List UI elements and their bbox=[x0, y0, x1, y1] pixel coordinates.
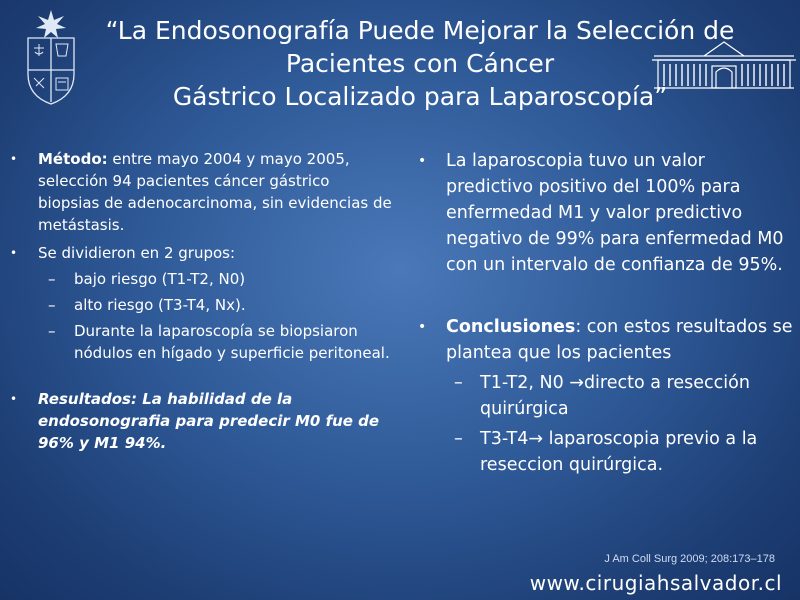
journal-reference: J Am Coll Surg 2009; 208:173–178 bbox=[604, 553, 775, 565]
sub-t3-t4 bbox=[410, 426, 795, 478]
conclusiones-text: : con estos resultados se plantea que los pacientes bbox=[446, 317, 793, 363]
sub-t1-t2-text: directo a resección quirúrgica bbox=[480, 373, 750, 419]
resultados-text: Resultados: La habilidad de la endosonografia para predecir M0 fue de 96% y M1 94%. bbox=[38, 390, 380, 452]
dash-glyph: – bbox=[48, 322, 56, 340]
bullet-glyph: • bbox=[10, 392, 18, 406]
dash-glyph: – bbox=[454, 429, 463, 449]
dash-glyph: – bbox=[48, 296, 56, 314]
title-line-3: Gástrico Localizado para Laparoscopía” bbox=[172, 82, 668, 111]
slide-title bbox=[80, 14, 760, 113]
sub-bajo-riesgo-text: bajo riesgo (T1-T2, N0) bbox=[74, 270, 246, 288]
arrow-right-icon: → bbox=[569, 373, 584, 393]
conclusiones-label: Conclusiones bbox=[446, 317, 576, 337]
bullet-metodo bbox=[10, 148, 395, 236]
bullet-glyph: • bbox=[10, 246, 18, 260]
right-column bbox=[410, 148, 795, 478]
sub-alto-riesgo-text: alto riesgo (T3-T4, Nx). bbox=[74, 296, 246, 314]
grupos-text: Se dividieron en 2 grupos: bbox=[38, 244, 236, 262]
dash-glyph: – bbox=[454, 373, 463, 393]
sub-t3-t4-label: T3-T4 bbox=[480, 429, 529, 449]
title-line-2: Pacientes con Cáncer bbox=[285, 49, 555, 78]
sub-laparoscopia-biopsia-text: Durante la laparoscopía se biopsiaron nódulos en hígado y superficie peritoneal. bbox=[74, 322, 390, 362]
sub-laparoscopia-biopsia bbox=[10, 320, 395, 364]
left-column bbox=[10, 148, 395, 454]
sub-alto-riesgo bbox=[10, 294, 395, 316]
dash-glyph: – bbox=[48, 270, 56, 288]
bullet-laparoscopia-valor bbox=[410, 148, 795, 278]
sub-t3-t4-text: laparoscopia previo a la reseccion quirúrgica. bbox=[480, 429, 758, 475]
bullet-glyph: • bbox=[10, 152, 18, 166]
metodo-label: Método: bbox=[38, 150, 108, 168]
bullet-resultados bbox=[10, 388, 395, 454]
sub-t1-t2 bbox=[410, 370, 795, 422]
bullet-grupos bbox=[10, 242, 395, 264]
bullet-conclusiones bbox=[410, 314, 795, 366]
university-crest-logo bbox=[22, 8, 80, 108]
website-url: www.cirugiahsalvador.cl bbox=[529, 571, 782, 595]
title-line-1: “La Endosonografía Puede Mejorar la Selección de bbox=[105, 16, 735, 45]
bullet-glyph: • bbox=[418, 153, 427, 169]
metodo-text: entre mayo 2004 y mayo 2005, selección 94 pacientes cáncer gástrico biopsias de adenocarcinoma, sin evidencias de metástasis. bbox=[38, 150, 392, 234]
sub-t1-t2-label: T1-T2, N0 bbox=[480, 373, 570, 393]
arrow-right-icon: → bbox=[528, 429, 544, 449]
laparoscopia-text: La laparoscopia tuvo un valor predictivo positivo del 100% para enfermedad M1 y valor predictivo negativo de 99% para enfermedad M0 con un intervalo de confianza de 95%. bbox=[446, 151, 784, 275]
bullet-glyph: • bbox=[418, 319, 427, 335]
sub-bajo-riesgo bbox=[10, 268, 395, 290]
